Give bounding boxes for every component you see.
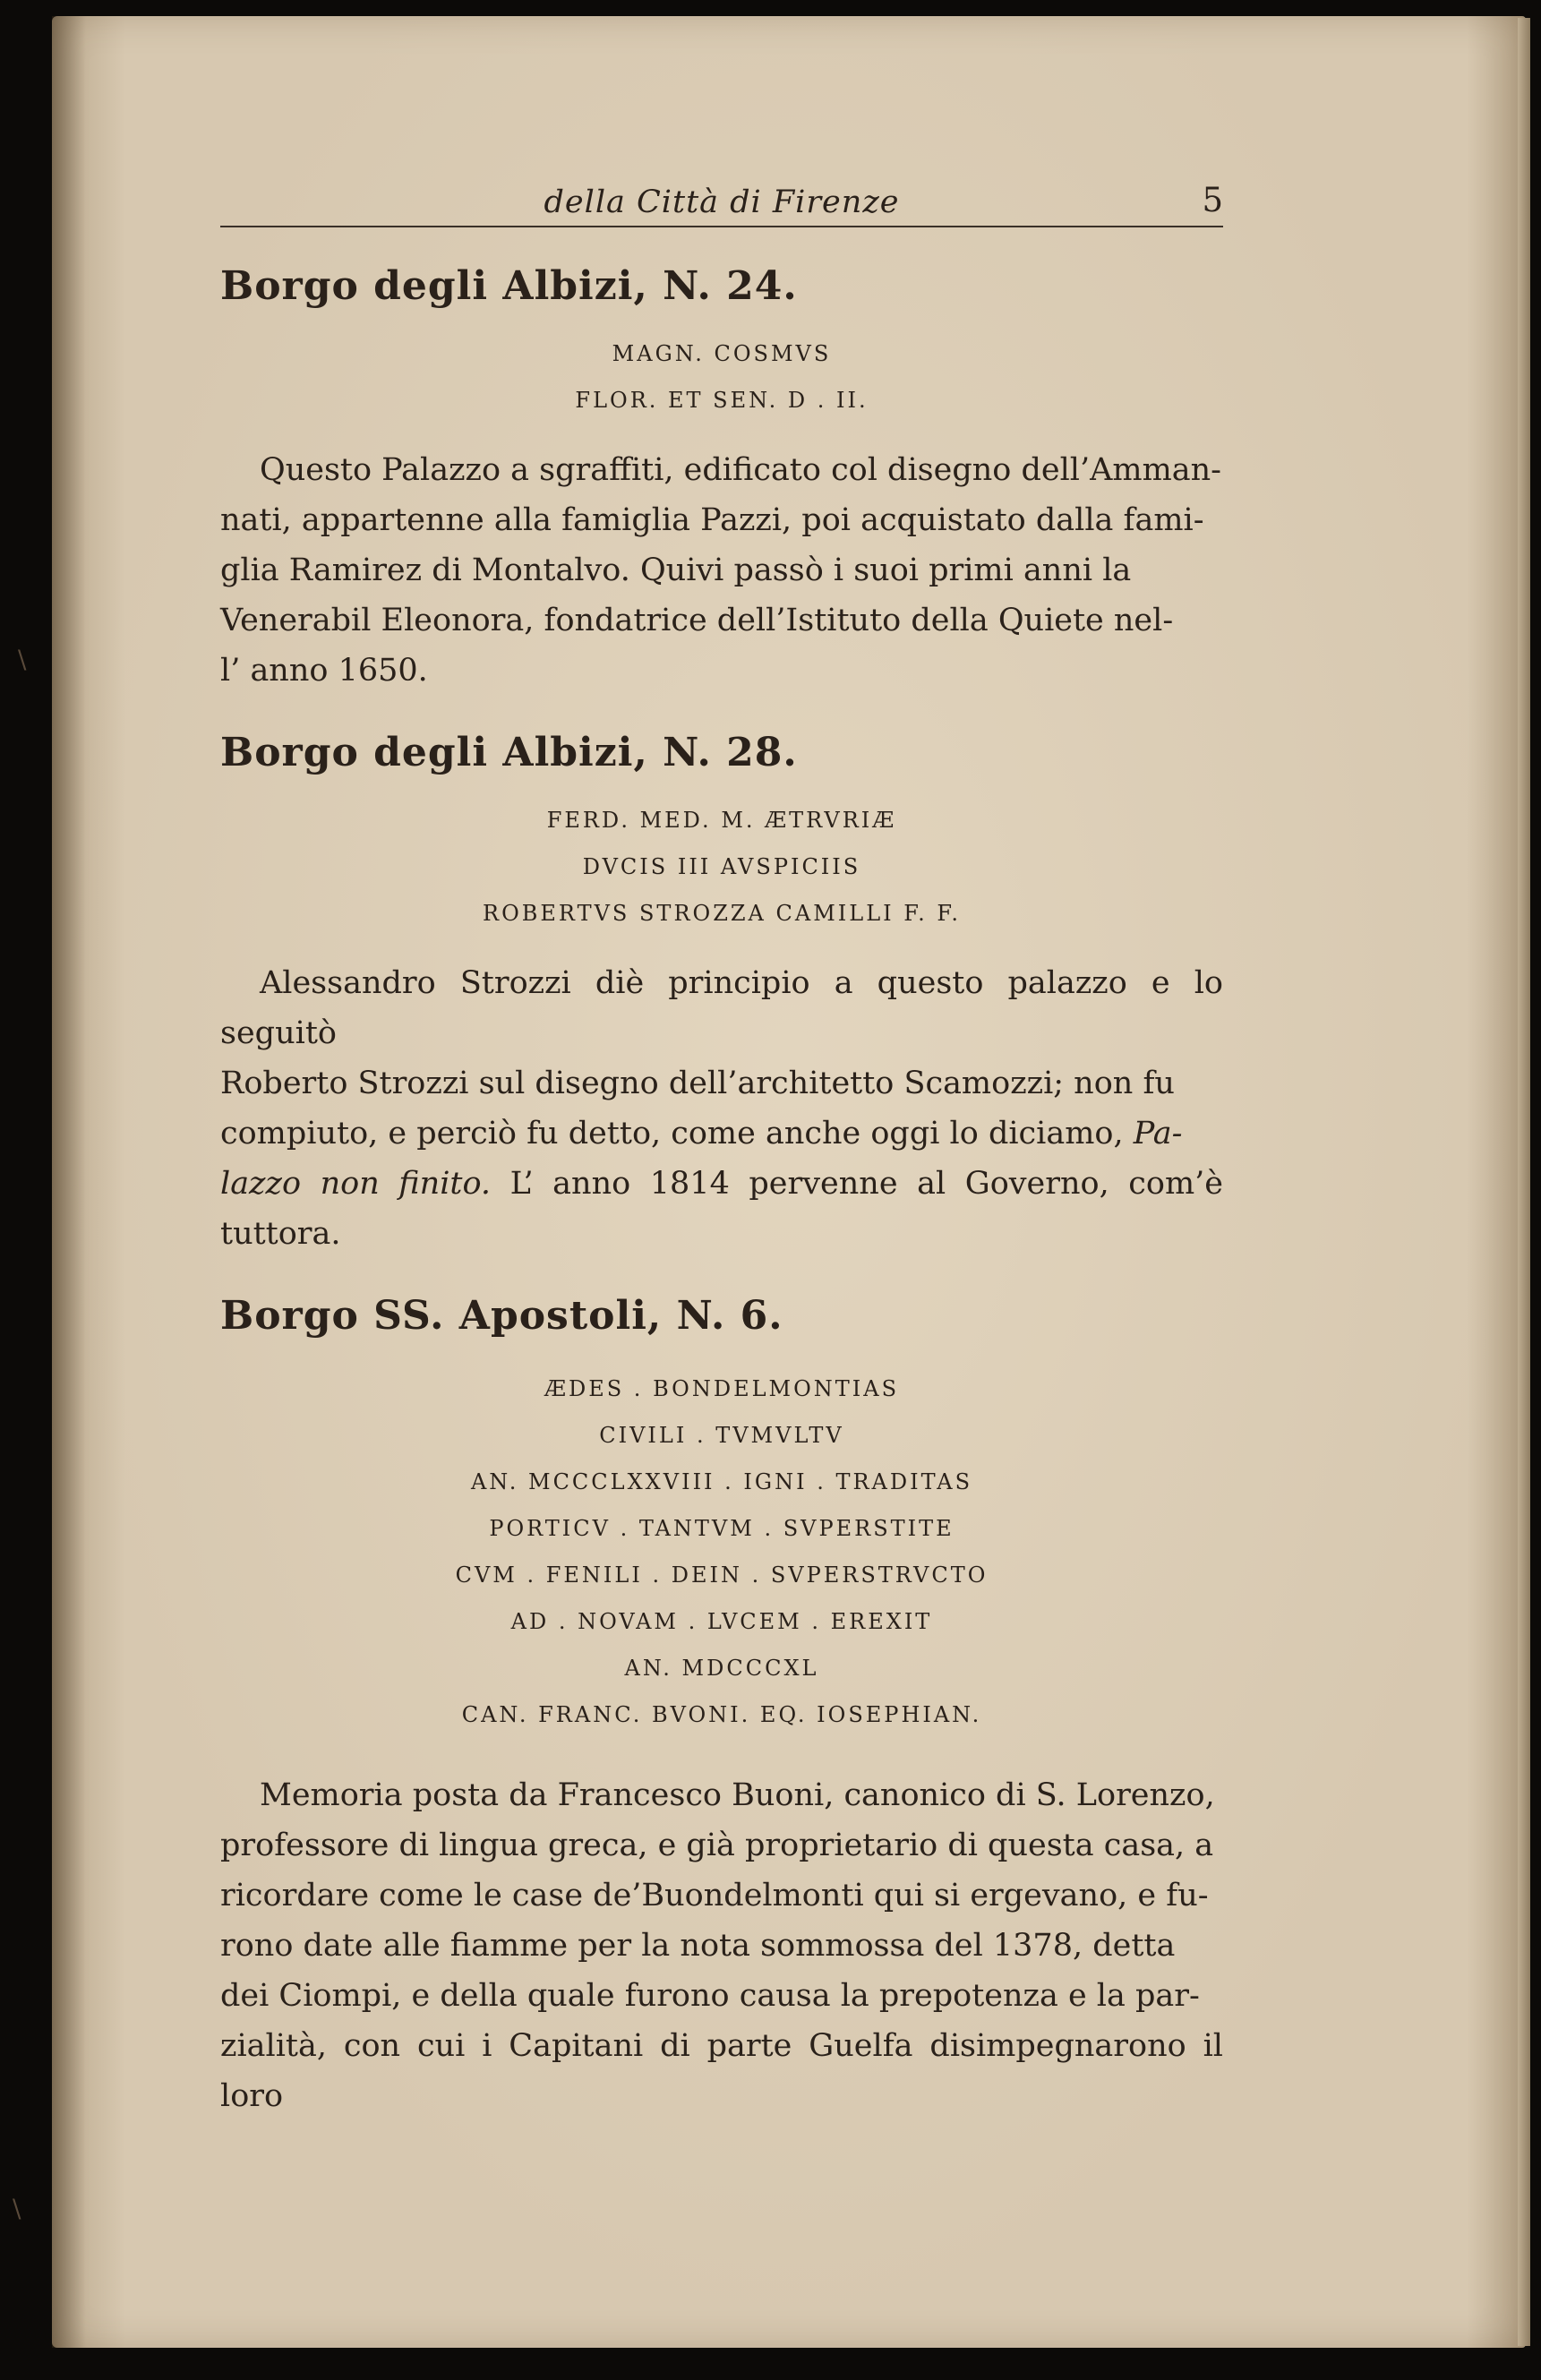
paragraph-line: Venerabil Eleonora, fondatrice dell’Istituto della Quiete nel- xyxy=(220,603,1174,638)
page-spine-shadow xyxy=(52,16,86,2348)
entry-albizi-24 xyxy=(220,263,1223,696)
inscription-line: DVCIS III AVSPICIIS xyxy=(582,854,861,879)
inscription-line: FERD. MED. M. ÆTRVRIÆ xyxy=(546,808,897,833)
paragraph-line: ricordare come le case de’Buondelmonti qui si ergevano, e fu- xyxy=(220,1878,1209,1913)
paragraph-italic: lazzo non finito. xyxy=(220,1166,492,1202)
paragraph-italic: Pa- xyxy=(1133,1116,1183,1151)
paragraph-line: glia Ramirez di Montalvo. Quivi passò i suoi primi anni la xyxy=(220,552,1132,588)
inscription-line: CVM . FENILI . DEIN . SVPERSTRVCTO xyxy=(455,1562,989,1588)
running-title: della Città di Firenze xyxy=(544,184,900,220)
entry-heading: Borgo degli Albizi, N. 28. xyxy=(220,730,798,775)
entry-paragraph xyxy=(220,445,1223,696)
paragraph-line: zialità, con cui i Capitani di parte Guelfa disimpegnarono il loro xyxy=(220,2028,1223,2114)
paragraph-text: compiuto, e perciò fu detto, come anche oggi lo diciamo, xyxy=(220,1116,1124,1151)
paragraph-line: Questo Palazzo a sgraffiti, edificato col disegno dell’Amman- xyxy=(260,452,1221,488)
inscription xyxy=(220,1366,1223,1738)
entry-paragraph xyxy=(220,1770,1223,2121)
inscription-line: AD . NOVAM . LVCEM . EREXIT xyxy=(510,1609,933,1634)
page-content xyxy=(220,170,1223,2121)
paragraph-line: dei Ciompi, e della quale furono causa la prepotenza e la par- xyxy=(220,1978,1200,2014)
inscription-line: ROBERTVS STROZZA CAMILLI F. F. xyxy=(483,901,961,926)
page-edge xyxy=(1518,18,1530,2346)
inscription-line: ÆDES . BONDELMONTIAS xyxy=(544,1376,900,1401)
entry-paragraph xyxy=(220,958,1223,1259)
paragraph-line: l’ anno 1650. xyxy=(220,653,428,689)
inscription-line: CIVILI . TVMVLTV xyxy=(599,1423,844,1448)
inscription-line: CAN. FRANC. BVONI. EQ. IOSEPHIAN. xyxy=(461,1702,982,1727)
inscription-line: PORTICV . TANTVM . SVPERSTITE xyxy=(489,1516,955,1541)
paragraph-line: nati, appartenne alla famiglia Pazzi, poi acquistato dalla fami- xyxy=(220,502,1204,538)
entry-albizi-28 xyxy=(220,730,1223,1259)
paragraph-line xyxy=(220,1109,1223,1159)
entry-ss-apostoli-6 xyxy=(220,1293,1223,2121)
paragraph-text: L’ anno 1814 pervenne al Governo, com’è tuttora. xyxy=(220,1166,1223,1252)
entry-heading: Borgo SS. Apostoli, N. 6. xyxy=(220,1293,783,1339)
inscription xyxy=(220,797,1223,937)
paragraph-line: professore di lingua greca, e già proprietario di questa casa, a xyxy=(220,1828,1214,1863)
page-number: 5 xyxy=(1202,181,1223,219)
entry-heading: Borgo degli Albizi, N. 24. xyxy=(220,263,798,309)
paragraph-line: rono date alle fiamme per la nota sommossa del 1378, detta xyxy=(220,1928,1176,1964)
inscription-line: MAGN. COSMVS xyxy=(612,341,832,366)
stray-mark: \ xyxy=(18,645,27,674)
inscription xyxy=(220,330,1223,424)
inscription-line: FLOR. ET SEN. D . II. xyxy=(575,388,869,413)
inscription-line: AN. MDCCCXL xyxy=(624,1656,819,1681)
paragraph-line xyxy=(220,1159,1223,1259)
paragraph-line: Alessandro Strozzi diè principio a questo palazzo e lo seguitò xyxy=(220,965,1223,1051)
paragraph-line: Roberto Strozzi sul disegno dell’architetto Scamozzi; non fu xyxy=(220,1066,1175,1101)
paragraph-line: Memoria posta da Francesco Buoni, canonico di S. Lorenzo, xyxy=(260,1777,1215,1813)
inscription-line: AN. MCCCLXXVIII . IGNI . TRADITAS xyxy=(470,1469,973,1494)
stray-mark: \ xyxy=(13,2194,21,2223)
running-head xyxy=(220,170,1223,227)
